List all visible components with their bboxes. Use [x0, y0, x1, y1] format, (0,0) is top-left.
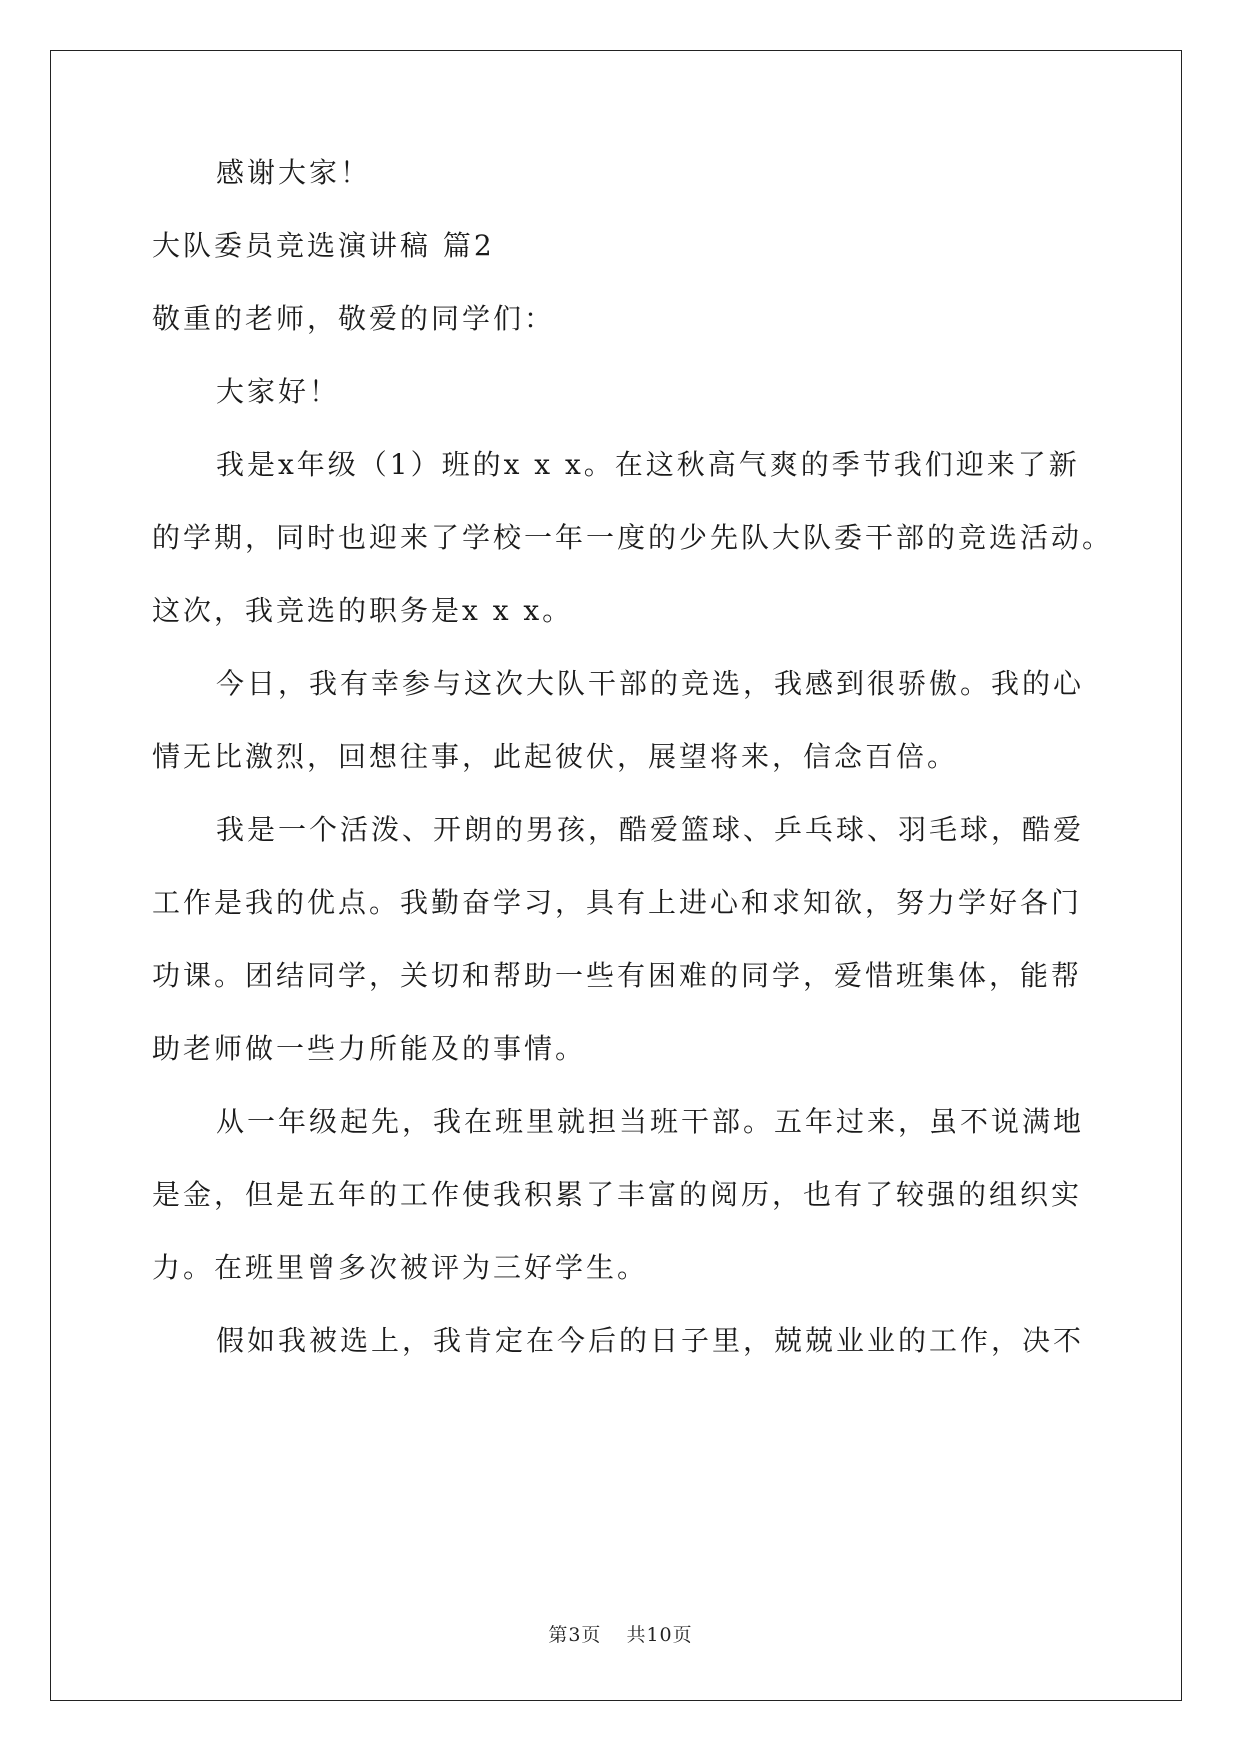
text-line: 助老师做一些力所能及的事情。 [152, 1032, 587, 1065]
text-line: 我是一个活泼、开朗的男孩，酷爱篮球、乒乓球、羽毛球，酷爱 [216, 813, 1085, 846]
text-line: 功课。团结同学，关切和帮助一些有困难的同学，爱惜班集体，能帮 [152, 959, 1083, 992]
text-line: 工作是我的优点。我勤奋学习，具有上进心和求知欲，努力学好各门 [152, 886, 1083, 919]
text-line: 力。在班里曾多次被评为三好学生。 [152, 1251, 649, 1284]
page-border [50, 50, 1182, 1701]
text-line: 假如我被选上，我肯定在今后的日子里，兢兢业业的工作，决不 [216, 1324, 1085, 1357]
text-line: 我是x年级（1）班的x x x。在这秋高气爽的季节我们迎来了新 [216, 448, 1080, 481]
text-line: 从一年级起先，我在班里就担当班干部。五年过来，虽不说满地 [216, 1105, 1085, 1138]
text-line: 感谢大家！ [216, 156, 372, 189]
text-line: 今日，我有幸参与这次大队干部的竞选，我感到很骄傲。我的心 [216, 667, 1085, 700]
page-number-current: 第3页 [548, 1624, 602, 1646]
text-line: 的学期，同时也迎来了学校一年一度的少先队大队委干部的竞选活动。 [152, 521, 1114, 554]
page-number-total: 共10页 [626, 1624, 693, 1646]
greeting: 大家好！ [216, 375, 341, 408]
text-line: 这次，我竞选的职务是x x x。 [152, 594, 574, 627]
salutation: 敬重的老师，敬爱的同学们： [152, 302, 556, 335]
section-heading: 大队委员竞选演讲稿 篇2 [152, 229, 495, 262]
page-footer [0, 1620, 1241, 1647]
text-line: 是金，但是五年的工作使我积累了丰富的阅历，也有了较强的组织实 [152, 1178, 1083, 1211]
text-line: 情无比激烈，回想往事，此起彼伏，展望将来，信念百倍。 [152, 740, 959, 773]
